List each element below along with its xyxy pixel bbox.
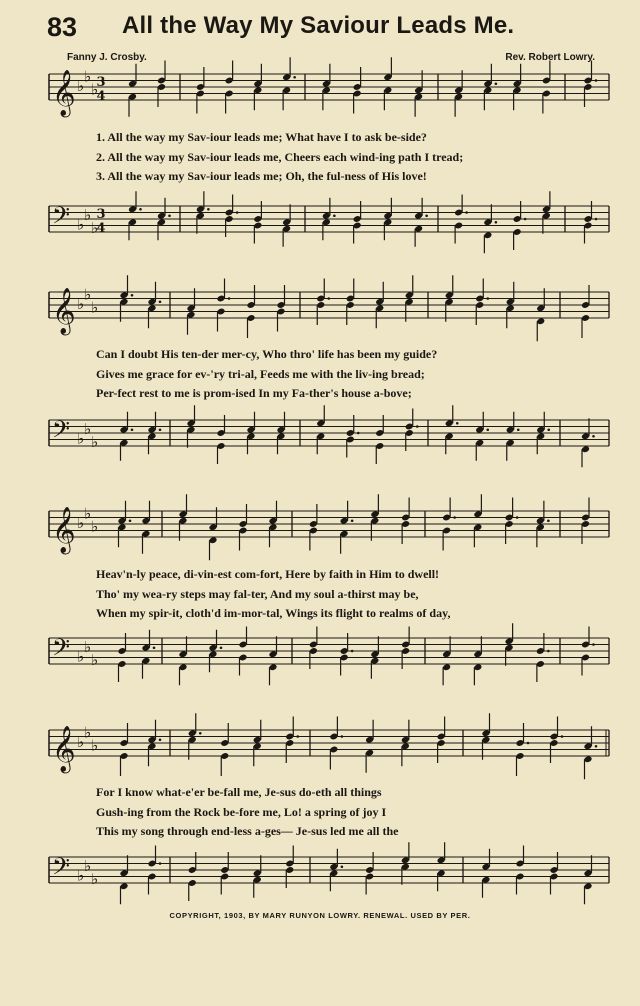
treble-dot — [199, 732, 202, 735]
lyrics-system-1 — [96, 128, 606, 187]
bass-dot — [517, 428, 520, 431]
flat-icon: ♭ — [84, 285, 92, 304]
bass-dot — [486, 428, 489, 431]
bass-dot — [236, 211, 239, 214]
treble-dot — [595, 79, 598, 82]
bass-dot — [220, 646, 223, 649]
hymn-number: 83 — [47, 12, 78, 42]
flat-icon: ♭ — [84, 723, 92, 742]
flat-icon: ♭ — [84, 67, 92, 86]
lyric-verse-2: Gives me grace for ev-'ry tri-al, Feeds me with the liv-ing bread; — [96, 366, 425, 381]
lyric-verse-3: Per-fect rest to me is prom-ised In my Fa-ther's house a-bove; — [96, 386, 412, 400]
bass-time-top: 3 — [96, 207, 106, 222]
bass-clef-icon: 𝄢 — [52, 633, 71, 667]
lyric-verse-2: 2. All the way my Sav-iour leads me, Cheers each wind-ing path I tread; — [96, 149, 464, 164]
treble-clef-icon: 𝄞 — [52, 507, 76, 553]
lyric-verse-1: Can I doubt His ten-der mer-cy, Who thro' life has been my guide? — [96, 347, 438, 361]
bass-dot — [168, 214, 171, 217]
lyric-verse-2: Gush-ing from the Rock be-fore me, Lo! a spring of joy I — [96, 804, 387, 819]
treble-dot — [561, 735, 564, 738]
lyric-verse-3: When my spir-it, cloth'd im-mor-tal, Wings its flight to realms of day, — [96, 606, 451, 620]
treble-dot — [159, 738, 162, 741]
treble-dot — [453, 516, 456, 519]
flat-icon: ♭ — [77, 866, 85, 885]
lyrics-system-2 — [96, 345, 606, 404]
flat-icon: ♭ — [77, 77, 85, 95]
lyric-verse-1: For I know what-e'er be-fall me, Je-sus do-eth all things — [96, 785, 382, 799]
treble-dot — [341, 735, 344, 738]
flat-icon: ♭ — [77, 514, 85, 532]
bass-dot — [341, 865, 344, 868]
lyric-verse-3: This my song through end-less a-ges— Je-sus led me all the — [96, 824, 399, 838]
bass-dot — [425, 214, 428, 217]
treble-dot — [228, 297, 231, 300]
bass-time-bottom: 4 — [96, 221, 106, 236]
flat-icon: ♭ — [77, 295, 85, 313]
flat-icon: ♭ — [91, 650, 99, 669]
treble-clef-icon: 𝄞 — [52, 726, 76, 772]
bass-dot — [351, 650, 354, 653]
treble-dot — [351, 519, 354, 522]
treble-clef-icon: 𝄞 — [52, 288, 76, 334]
flat-icon: ♭ — [84, 205, 92, 224]
lyric-verse-2: Tho' my wea-ry steps may fal-ter, And my soul a-thirst may be, — [96, 586, 419, 601]
bass-dot — [357, 432, 360, 435]
treble-dot — [486, 297, 489, 300]
bass-dot — [495, 221, 498, 224]
bass-dot — [139, 208, 142, 211]
flat-icon: ♭ — [84, 419, 92, 438]
lyricist-credit: Fanny J. Crosby. — [67, 52, 147, 63]
treble-dot — [129, 519, 132, 522]
bass-dot — [159, 862, 162, 865]
flat-icon: ♭ — [84, 637, 92, 656]
bass-clef-icon: 𝄢 — [52, 415, 71, 449]
treble-dot — [327, 297, 330, 300]
lyric-verse-1: 1. All the way my Sav-iour leads me; What have I to ask be-side? — [96, 130, 427, 144]
lyric-verse-1: Heav'n-ly peace, di-vin-est com-fort, Here by faith in Him to dwell! — [96, 567, 440, 581]
flat-icon: ♭ — [84, 856, 92, 875]
copyright-footer: COPYRIGHT, 1903, BY MARY RUNYON LOWRY. RENEWAL. USED BY PER. — [169, 911, 471, 920]
bass-dot — [465, 211, 468, 214]
bass-dot — [131, 428, 134, 431]
lyrics-system-3 — [96, 565, 606, 624]
treble-dot — [527, 742, 530, 745]
treble-dot — [595, 745, 598, 748]
flat-icon: ♭ — [84, 504, 92, 523]
bass-dot — [524, 218, 527, 221]
hymn-title: All the Way My Saviour Leads Me. — [122, 12, 515, 39]
bass-dot — [592, 643, 595, 646]
treble-dot — [293, 76, 296, 79]
flat-icon: ♭ — [91, 80, 99, 99]
bass-dot — [595, 218, 598, 221]
treble-time-top: 3 — [96, 75, 106, 90]
bass-dot — [153, 646, 156, 649]
bass-clef-icon: 𝄢 — [52, 852, 71, 886]
flat-icon: ♭ — [77, 733, 85, 751]
bass-dot — [456, 422, 459, 425]
treble-dot — [296, 735, 299, 738]
treble-dot — [516, 516, 519, 519]
flat-icon: ♭ — [91, 432, 99, 451]
treble-dot — [159, 300, 162, 303]
flat-icon: ♭ — [91, 517, 99, 536]
bass-dot — [592, 435, 595, 438]
bass-dot — [333, 214, 336, 217]
bass-dot — [547, 650, 550, 653]
bass-dot — [159, 428, 162, 431]
bass-dot — [547, 428, 550, 431]
bass-dot — [207, 208, 210, 211]
flat-icon: ♭ — [91, 298, 99, 317]
treble-dot — [495, 82, 498, 85]
bass-dot — [416, 425, 419, 428]
lyrics-system-4 — [96, 783, 606, 842]
flat-icon: ♭ — [91, 218, 99, 237]
flat-icon: ♭ — [77, 215, 85, 234]
flat-icon: ♭ — [77, 429, 85, 448]
composer-credit: Rev. Robert Lowry. — [505, 52, 595, 63]
lyric-verse-3: 3. All the way my Sav-iour leads me; Oh, the ful-ness of His love! — [96, 169, 427, 183]
treble-dot — [131, 294, 134, 297]
flat-icon: ♭ — [91, 736, 99, 755]
flat-icon: ♭ — [91, 869, 99, 888]
flat-icon: ♭ — [77, 647, 85, 666]
bass-clef-icon: 𝄢 — [52, 201, 71, 235]
treble-dot — [547, 519, 550, 522]
treble-time-bottom: 4 — [96, 89, 106, 104]
treble-clef-icon: 𝄞 — [52, 70, 76, 116]
